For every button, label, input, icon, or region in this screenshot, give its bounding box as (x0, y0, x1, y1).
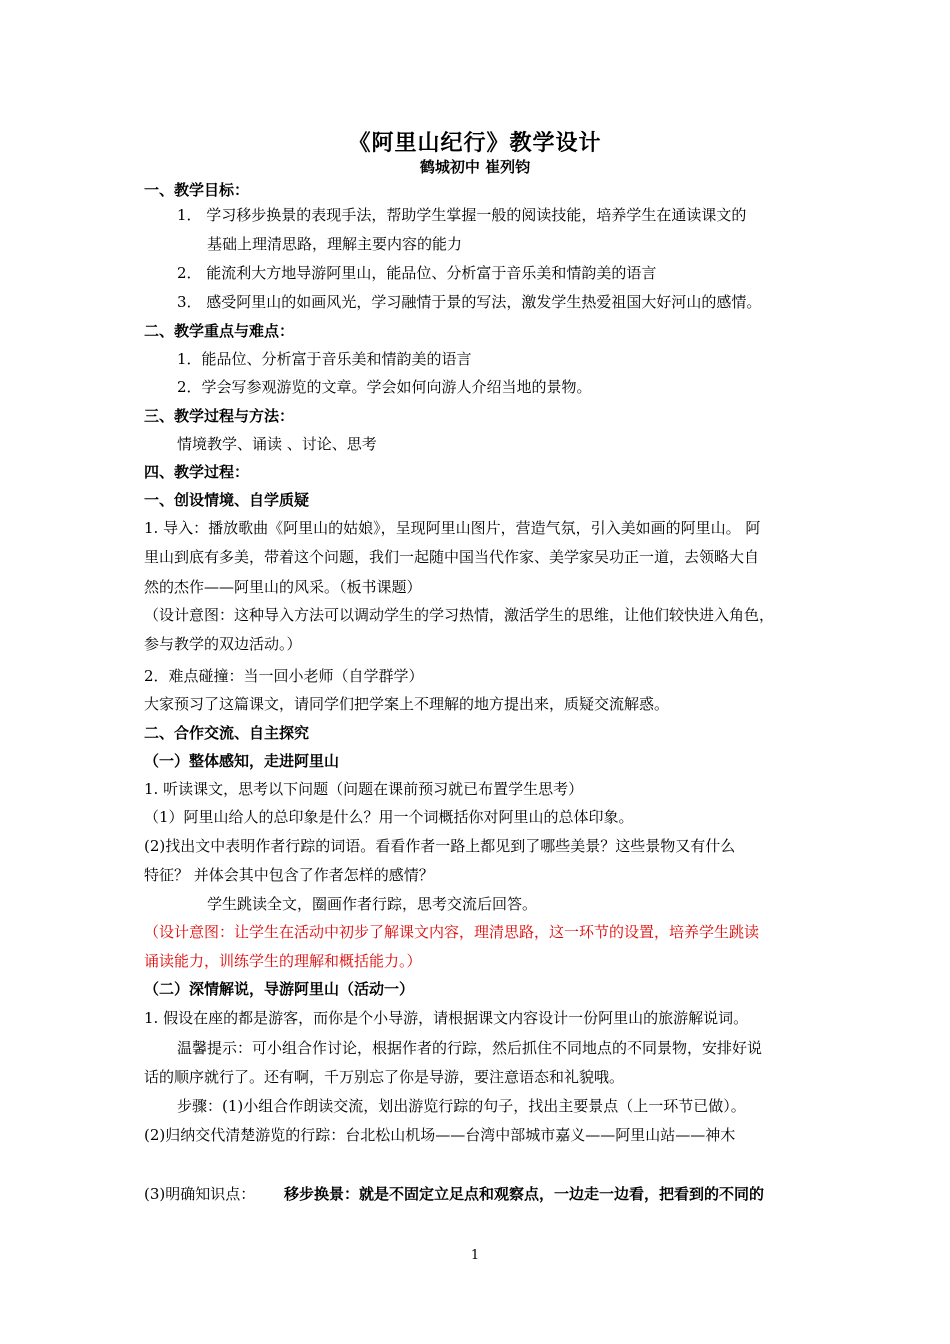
paragraph-line: (3)明确知识点： (144, 1185, 256, 1203)
paragraph-line: (2)归纳交代清楚游览的行踪：台北松山机场——台湾中部城市嘉义——阿里山站——神木 (144, 1126, 736, 1144)
section-heading: 二、合作交流、自主探究 (144, 724, 310, 742)
paragraph-line: 参与教学的双边活动。） (144, 635, 302, 653)
section-heading: 三、教学过程与方法： (144, 407, 295, 425)
paragraph-line: (2)找出文中表明作者行踪的词语。看看作者一路上都见到了哪些美景？这些景物又有什么 (144, 837, 736, 855)
paragraph-line: 基础上理清思路，理解主要内容的能力 (207, 235, 463, 253)
paragraph-line: 话的顺序就行了。还有啊，千万别忘了你是导游，要注意语态和礼貌哦。 (144, 1068, 625, 1086)
section-heading: 一、创设情境、自学质疑 (144, 491, 310, 509)
paragraph-line: 2． 能流利大方地导游阿里山，能品位、分析富于音乐美和情韵美的语言 (177, 264, 657, 282)
document-title: 《阿里山纪行》教学设计 (348, 130, 602, 156)
paragraph-line: 里山到底有多美，带着这个问题，我们一起随中国当代作家、美学家吴功正一道，去领略大自 (144, 548, 760, 566)
paragraph-line: 特征？ 并体会其中包含了作者怎样的感情？ (144, 866, 434, 884)
paragraph-line: 1. 假设在座的都是游客，而你是个小导游，请根据课文内容设计一份阿里山的旅游解说词。 (144, 1009, 749, 1027)
paragraph-line: （设计意图：这种导入方法可以调动学生的学习热情，激活学生的思维，让他们较快进入角色， (144, 606, 775, 624)
paragraph-line: 3． 感受阿里山的如画风光，学习融情于景的写法，激发学生热爱祖国大好河山的感情。 (177, 293, 762, 311)
subsection-heading: （二）深情解说，导游阿里山（活动一） (144, 980, 415, 998)
section-heading: 四、教学过程： (144, 463, 250, 481)
paragraph-line: 1． 学习移步换景的表现手法，帮助学生掌握一般的阅读技能，培养学生在通读课文的 (177, 206, 747, 224)
key-concept: 移步换景：就是不固定立足点和观察点，一边走一边看，把看到的不同的 (284, 1185, 765, 1203)
paragraph-line: 2．学会写参观游览的文章。学会如何向游人介绍当地的景物。 (177, 378, 592, 396)
section-heading: 一、教学目标： (144, 181, 250, 199)
paragraph-line: 然的杰作——阿里山的风采。（板书课题） (144, 578, 422, 596)
paragraph-line: 学生跳读全文，圈画作者行踪，思考交流后回答。 (207, 895, 538, 913)
section-heading: 二、教学重点与难点： (144, 322, 295, 340)
paragraph-line: 温馨提示：可小组合作讨论，根据作者的行踪，然后抓住不同地点的不同景物，安排好说 (177, 1039, 763, 1057)
paragraph-line: 情境教学、诵读 、讨论、思考 (177, 435, 377, 453)
paragraph-line: 步骤：(1)小组合作朗读交流，划出游览行踪的句子，找出主要景点（上一环节已做）。 (177, 1097, 746, 1115)
design-intent-note: （设计意图：让学生在活动中初步了解课文内容，理清思路，这一环节的设置，培养学生跳读 (144, 923, 760, 941)
paragraph-line: 2．难点碰撞：当一回小老师（自学群学） (144, 667, 424, 685)
paragraph-line: （1）阿里山给人的总印象是什么？用一个词概括你对阿里山的总体印象。 (144, 808, 634, 826)
page-number: 1 (470, 1248, 480, 1263)
design-intent-note: 诵读能力，训练学生的理解和概括能力。） (144, 952, 422, 970)
document-author: 鹤城初中 崔列钧 (419, 158, 531, 176)
subsection-heading: （一）整体感知，走进阿里山 (144, 752, 340, 770)
paragraph-line: 1. 导入：播放歌曲《阿里山的姑娘》，呈现阿里山图片，营造气氛，引入美如画的阿里山。 阿 (144, 519, 761, 537)
paragraph-line: 1. 听读课文，思考以下问题（问题在课前预习就已布置学生思考） (144, 780, 584, 798)
paragraph-line: 1．能品位、分析富于音乐美和情韵美的语言 (177, 350, 472, 368)
paragraph-line: 大家预习了这篇课文，请同学们把学案上不理解的地方提出来，质疑交流解惑。 (144, 695, 670, 713)
